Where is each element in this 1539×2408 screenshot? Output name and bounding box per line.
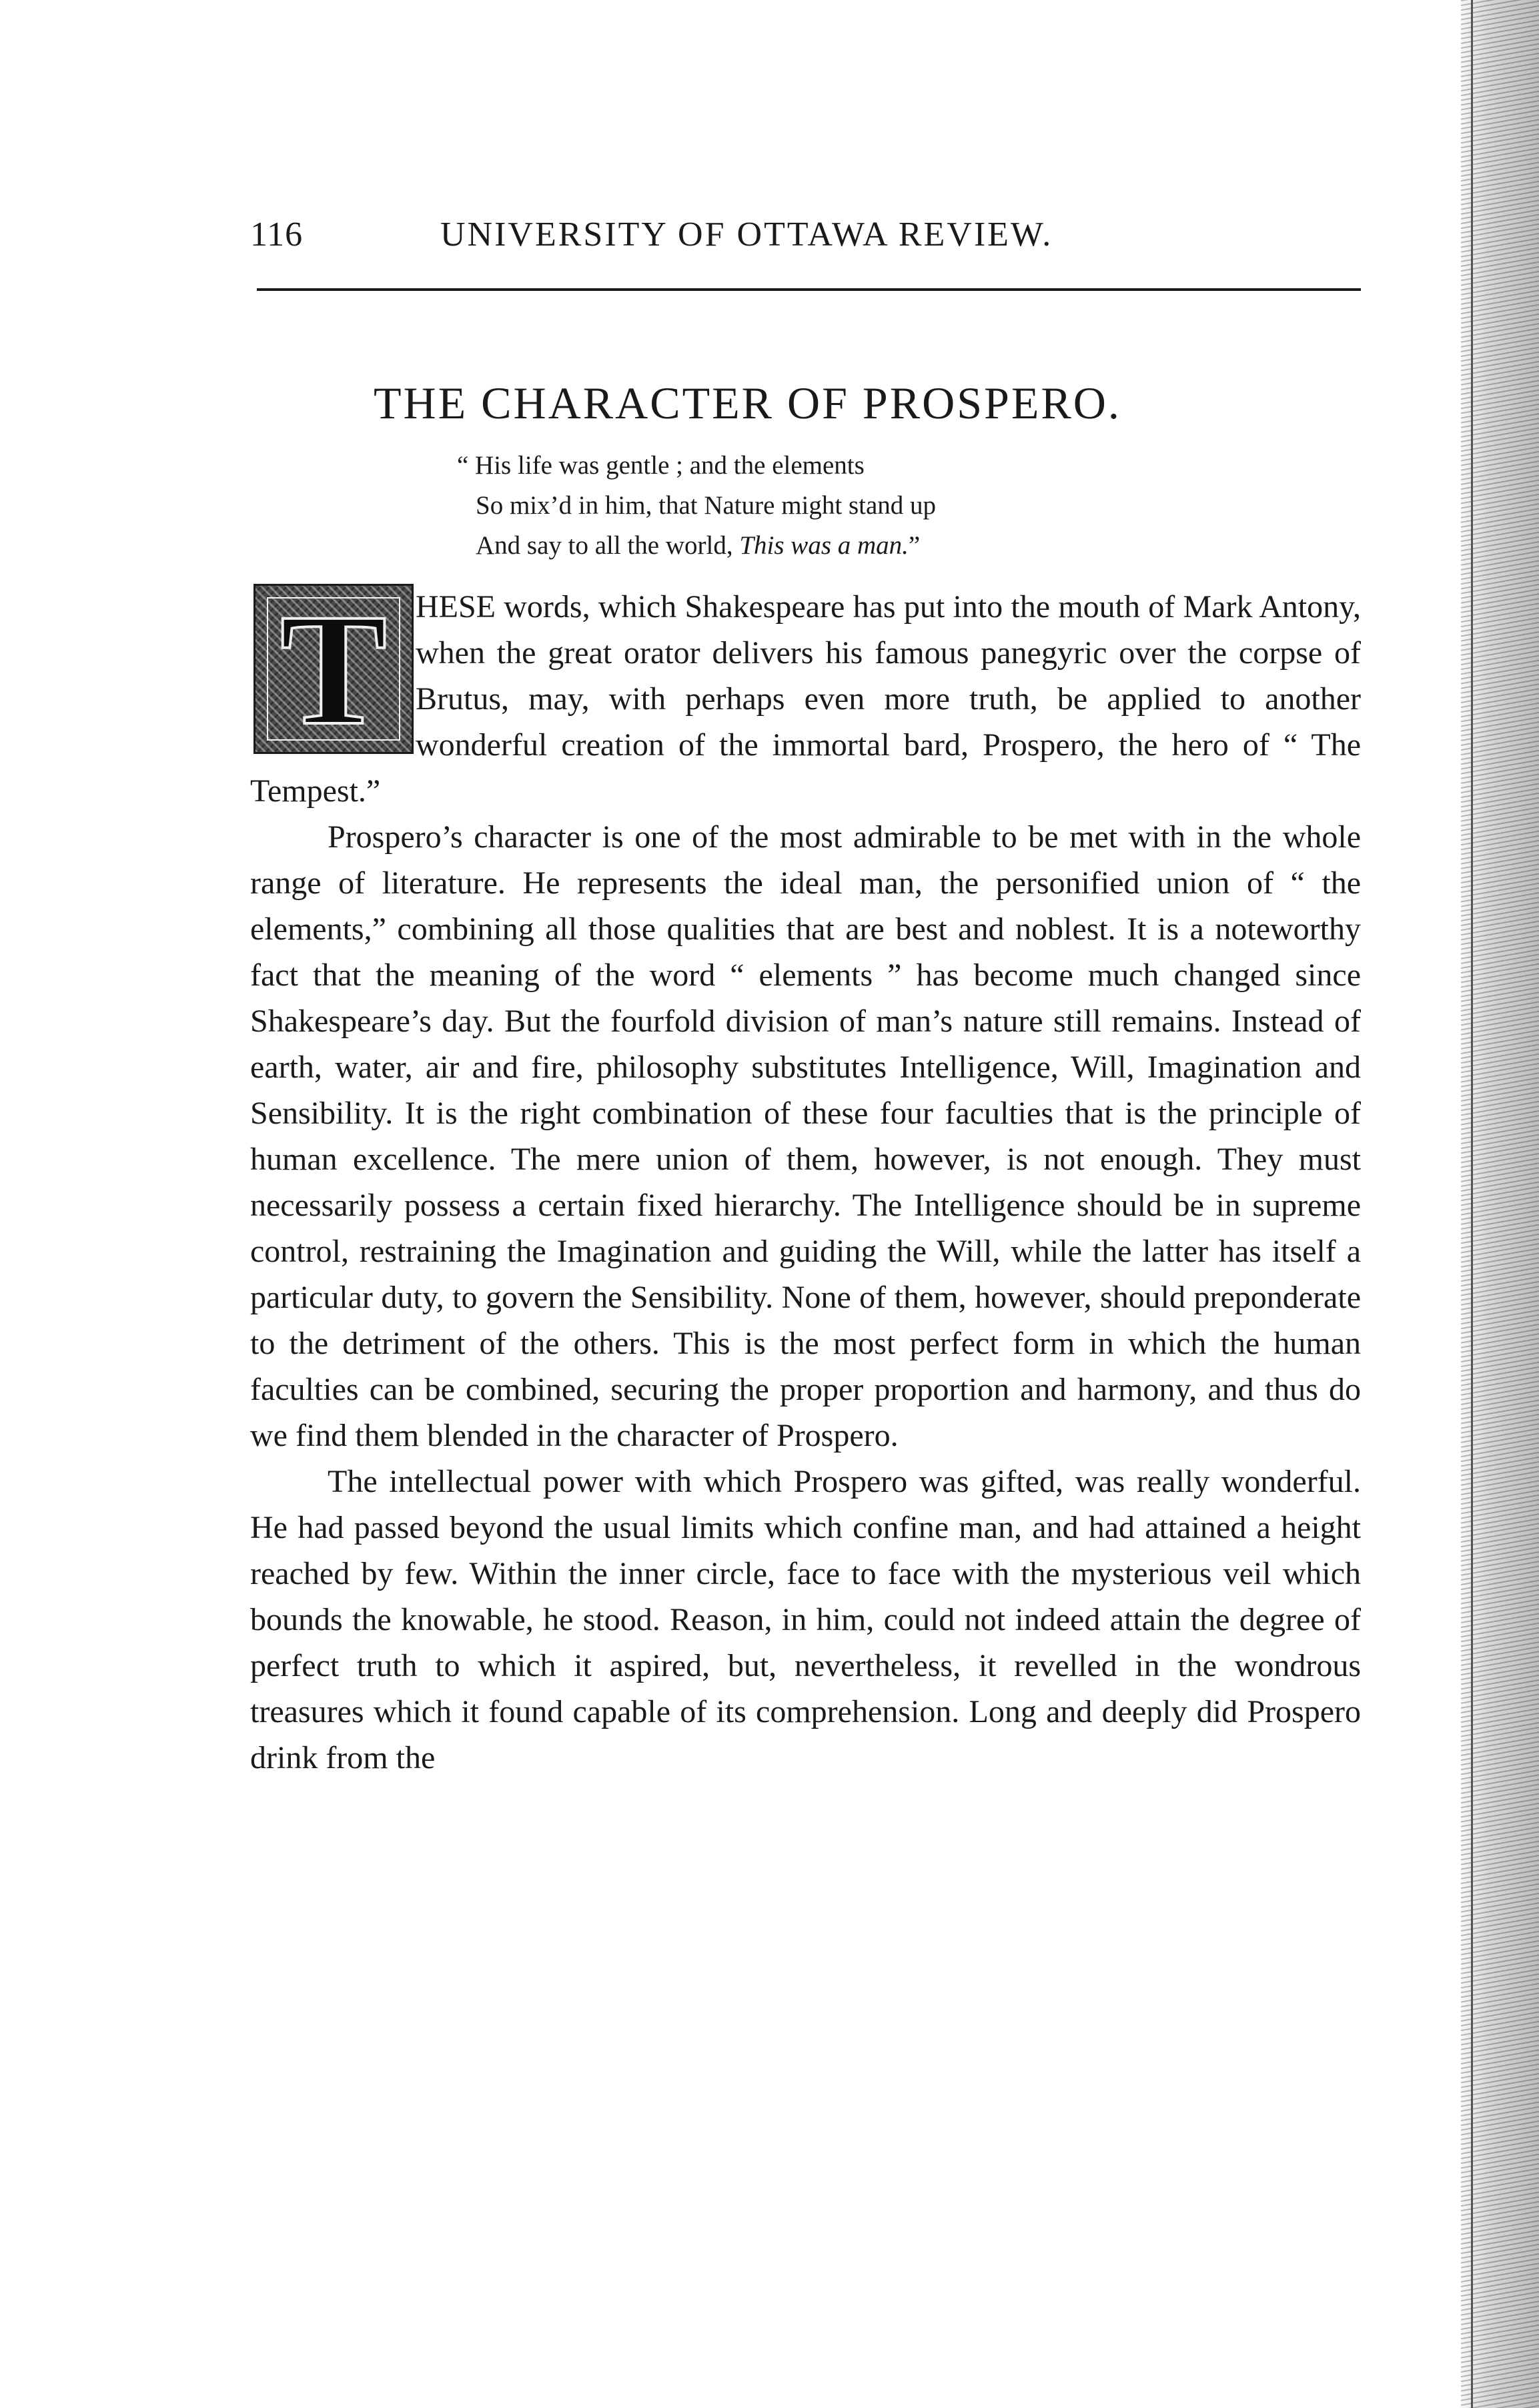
paragraph: The intellectual power with which Prospero was gifted, was really wonderful. He had passed beyond the usual limits which confine man, and had attained a height reached by few. Within the inner circle, face to face with the mysterious veil which bounds the knowable, he stood. Reason, in him, could not indeed attain the degree of perfect truth to which it aspired, but, nevertheless, it revelled in the wondrous treasures which it found capable of its comprehension. Long and deeply did Prospero drink from the	[250, 1464, 1361, 1775]
journal-title: UNIVERSITY OF OTTAWA REVIEW.	[440, 216, 1053, 254]
epigraph-line: So mix’d in him, that Nature might stand up	[476, 491, 937, 520]
page-number: 116	[250, 216, 304, 254]
header-rule	[257, 288, 1361, 291]
article-title: THE CHARACTER OF PROSPERO.	[374, 378, 1121, 428]
paragraph: Prospero’s character is one of the most admirable to be met with in the whole range of literature. He represents the ideal man, the personified union of “ the elements,” combining all those qualities that are best and noblest. It is a noteworthy fact that the meaning of the word “ elements ” has become much changed since Shakespeare’s day. But the fourfold division of man’s nature still remains. Instead of earth, water, air and fire, philosophy substitutes Intelligence, Will, Imagination and Sensibility. It is the right combination of these four faculties that is the principle of human excellence. The mere union of them, however, is not enough. They must necessarily possess a certain fixed hierarchy. The Intelligence should be in supreme control, restraining the Imagination and guiding the Will, while the latter has itself a particular duty, to govern the Sensibility. None of them, however, should preponderate to the detriment of the others. This is the most perfect form in which the human faculties can be combined, securing the proper proportion and harmony, and thus do we find them blended in the character of Prospero.	[250, 819, 1361, 1453]
epigraph-italic: This was a man.	[739, 531, 909, 560]
epigraph	[457, 446, 936, 566]
drop-cap-spacer	[250, 580, 416, 764]
epigraph-close-quote: ”	[908, 531, 921, 560]
epigraph-line: “ His life was gentle ; and the elements	[457, 451, 865, 480]
epigraph-line	[457, 526, 936, 566]
article-body	[250, 580, 1361, 1781]
running-header	[250, 215, 1361, 268]
binding-line	[1471, 0, 1473, 2408]
paragraph: HESE words, which Shakespeare has put into the mouth of Mark Antony, when the great orator delivers his famous panegyric over the corpse of Brutus, may, with perhaps even more truth, be applied to another wonderful creation of the immortal bard, Prospero, the hero of “ The Tempest.”	[250, 589, 1361, 809]
drop-cap-letter: T	[280, 580, 388, 758]
epigraph-line-prefix: And say to all the world,	[476, 531, 733, 560]
